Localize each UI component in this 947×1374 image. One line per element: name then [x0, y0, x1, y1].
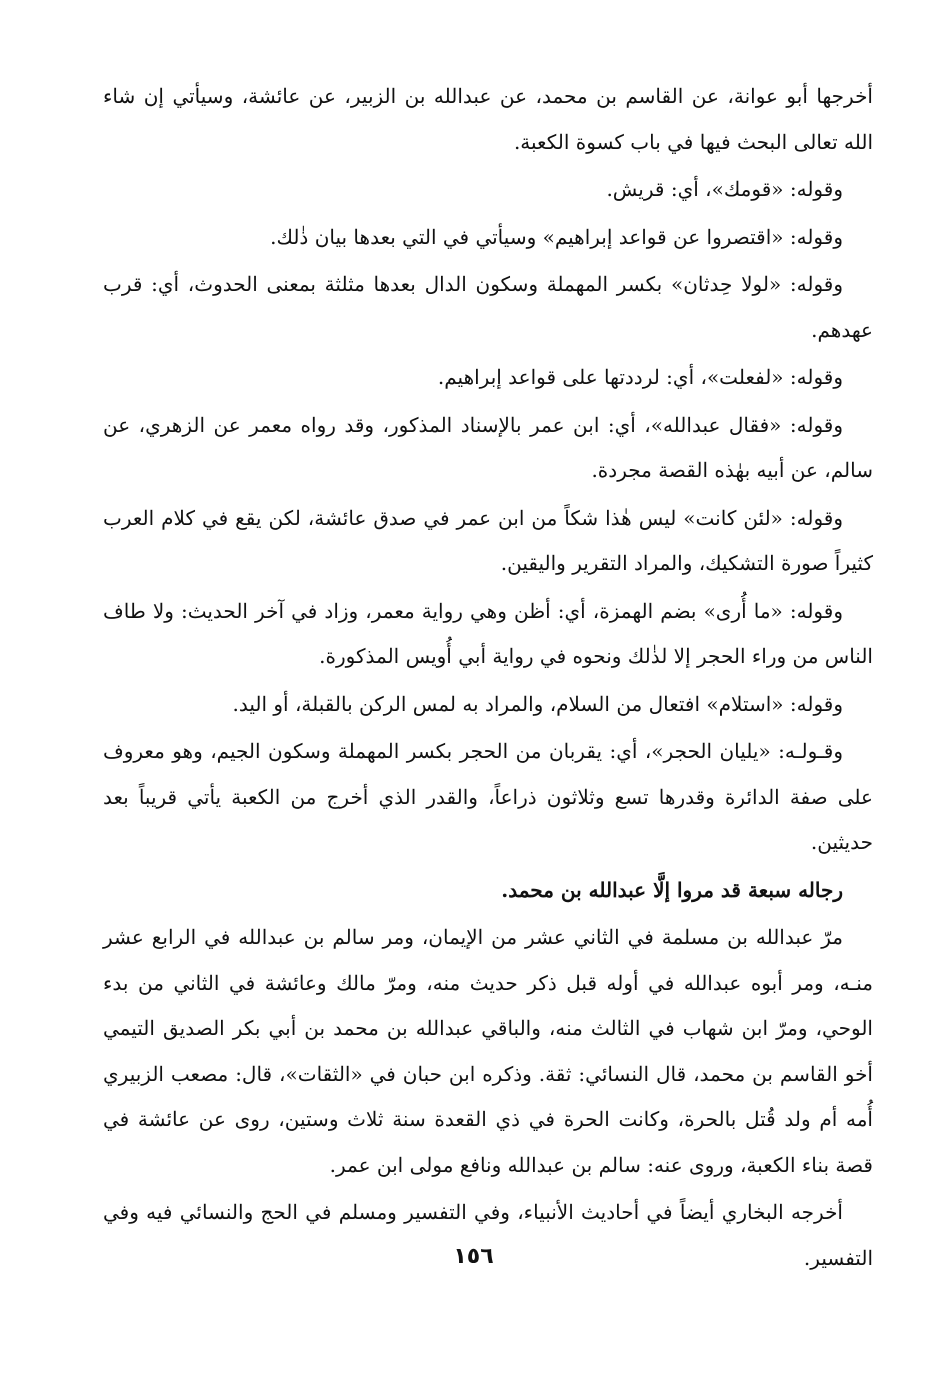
section-heading: رجاله سبعة قد مروا إلَّا عبدالله بن محمد.	[501, 877, 843, 902]
paragraph: وقوله: «اقتصروا عن قواعد إبراهيم» وسيأتي في التي بعدها بيان ذٰلك.	[270, 224, 843, 249]
paragraph: وقوله: «لفعلت»، أي: لرددتها على قواعد إبراهيم.	[437, 365, 843, 389]
paragraph: وقوله: «استلام» افتعال من السلام، والمراد به لمس الركن بالقبلة، أو اليد.	[232, 691, 843, 716]
paragraph: أخرجه البخاري أيضاً في أحاديث الأنبياء، وفي التفسير ومسلم في الحج والنسائي فيه وفي التفسير.	[103, 1200, 873, 1270]
page-number: ١٥٦	[453, 1244, 494, 1269]
main-text	[103, 74, 873, 1283]
paragraph: أخرجها أبو عوانة، عن القاسم بن محمد، عن عبدالله بن الزبير، عن عائشة، وسيأتي إن شاء الله تعالى البحث فيها في باب كسوة الكعبة.	[103, 84, 873, 154]
paragraph: وقوله: «ما أُرى» بضم الهمزة، أي: أظن وهي رواية معمر، وزاد في آخر الحديث: ولا طاف الناس من وراء الحجر إلا لذٰلك ونحوه في رواية أبي أُويس المذكورة.	[103, 598, 873, 668]
paragraph: وقوله: «لولا حِدثان» بكسر المهملة وسكون الدال بعدها مثلثة بمعنى الحدوث، أي: قرب عهدهم.	[103, 272, 873, 342]
paragraph: وقوله: «قومك»، أي: قريش.	[606, 177, 843, 201]
paragraph: وقوله: «لئن كانت» ليس هٰذا شكاً من ابن عمر في صدق عائشة، لكن يقع في كلام العرب كثيراً صورة التشكيك، والمراد التقرير واليقين.	[103, 505, 873, 575]
paragraph: وقوله: «فقال عبدالله»، أي: ابن عمر بالإسناد المذكور، وقد رواه معمر عن الزهري، عن سالم، عن أبيه بهٰذه القصة مجردة.	[103, 412, 873, 482]
paragraph: وقـولـه: «يليان الحجر»، أي: يقربان من الحجر بكسر المهملة وسكون الجيم، وهو معروف على صفة الدائرة وقدرها تسع وثلاثون ذراعاً، والقدر الذي أخرج من الكعبة يأتي قريباً بعد حديثين.	[103, 739, 873, 854]
paragraph: مرّ عبدالله بن مسلمة في الثاني عشر من الإيمان، ومر سالم بن عبدالله في الرابع عشر منـه، ومر أبوه عبدالله في أوله قبل ذكر حديث منه، ومرّ مالك وعائشة في الثاني من بدء الوحي، ومرّ ابن شهاب في الثالث منه، والباقي عبدالله بن محمد بن أبي بكر الصديق التيمي أخو القاسم بن محمد، قال النسائي: ثقة. وذكره ابن حبان في «الثقات»، قال: مصعب الزبيري أُمه أم ولد قُتل بالحرة، وكانت الحرة في ذي القعدة سنة ثلاث وستين، روى عن عائشة في قصة بناء الكعبة، وروى عنه: سالم بن عبدالله ونافع مولى ابن عمر.	[103, 925, 873, 1177]
